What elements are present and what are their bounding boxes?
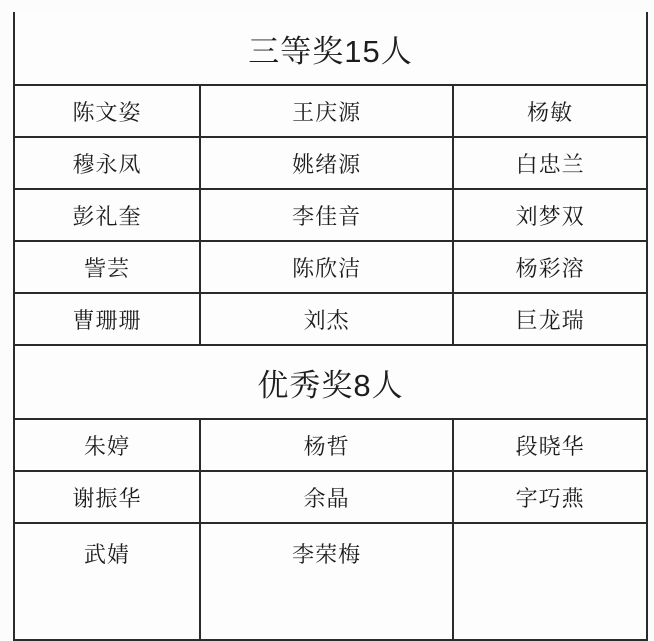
name-cell: 彭礼奎	[14, 189, 200, 241]
empty-cell	[453, 523, 647, 640]
name-cell: 朱婷	[14, 419, 200, 471]
name-cell: 姚绪源	[200, 137, 453, 189]
prize-table	[13, 12, 648, 641]
table-row	[14, 85, 647, 137]
table-row	[14, 523, 647, 640]
table-row	[14, 189, 647, 241]
name-cell: 王庆源	[200, 85, 453, 137]
name-cell: 李荣梅	[200, 523, 453, 640]
name-cell: 杨敏	[453, 85, 647, 137]
section-header-row	[14, 345, 647, 419]
section-header-row	[14, 12, 647, 85]
table-row	[14, 137, 647, 189]
name-cell: 李佳音	[200, 189, 453, 241]
name-cell: 杨彩溶	[453, 241, 647, 293]
section-title: 优秀奖8人	[14, 345, 647, 419]
table-row	[14, 293, 647, 345]
name-cell: 巨龙瑞	[453, 293, 647, 345]
name-cell: 谢振华	[14, 471, 200, 523]
name-cell: 陈文姿	[14, 85, 200, 137]
name-cell: 穆永凤	[14, 137, 200, 189]
prize-table-body	[14, 12, 647, 640]
name-cell: 杨哲	[200, 419, 453, 471]
name-cell: 白忠兰	[453, 137, 647, 189]
table-row	[14, 241, 647, 293]
name-cell: 余晶	[200, 471, 453, 523]
table-row	[14, 471, 647, 523]
name-cell: 陈欣洁	[200, 241, 453, 293]
name-cell: 段晓华	[453, 419, 647, 471]
name-cell: 刘梦双	[453, 189, 647, 241]
name-cell: 武婧	[14, 523, 200, 640]
name-cell: 訾芸	[14, 241, 200, 293]
section-title: 三等奖15人	[14, 12, 647, 85]
name-cell: 曹珊珊	[14, 293, 200, 345]
name-cell: 字巧燕	[453, 471, 647, 523]
table-row	[14, 419, 647, 471]
name-cell: 刘杰	[200, 293, 453, 345]
